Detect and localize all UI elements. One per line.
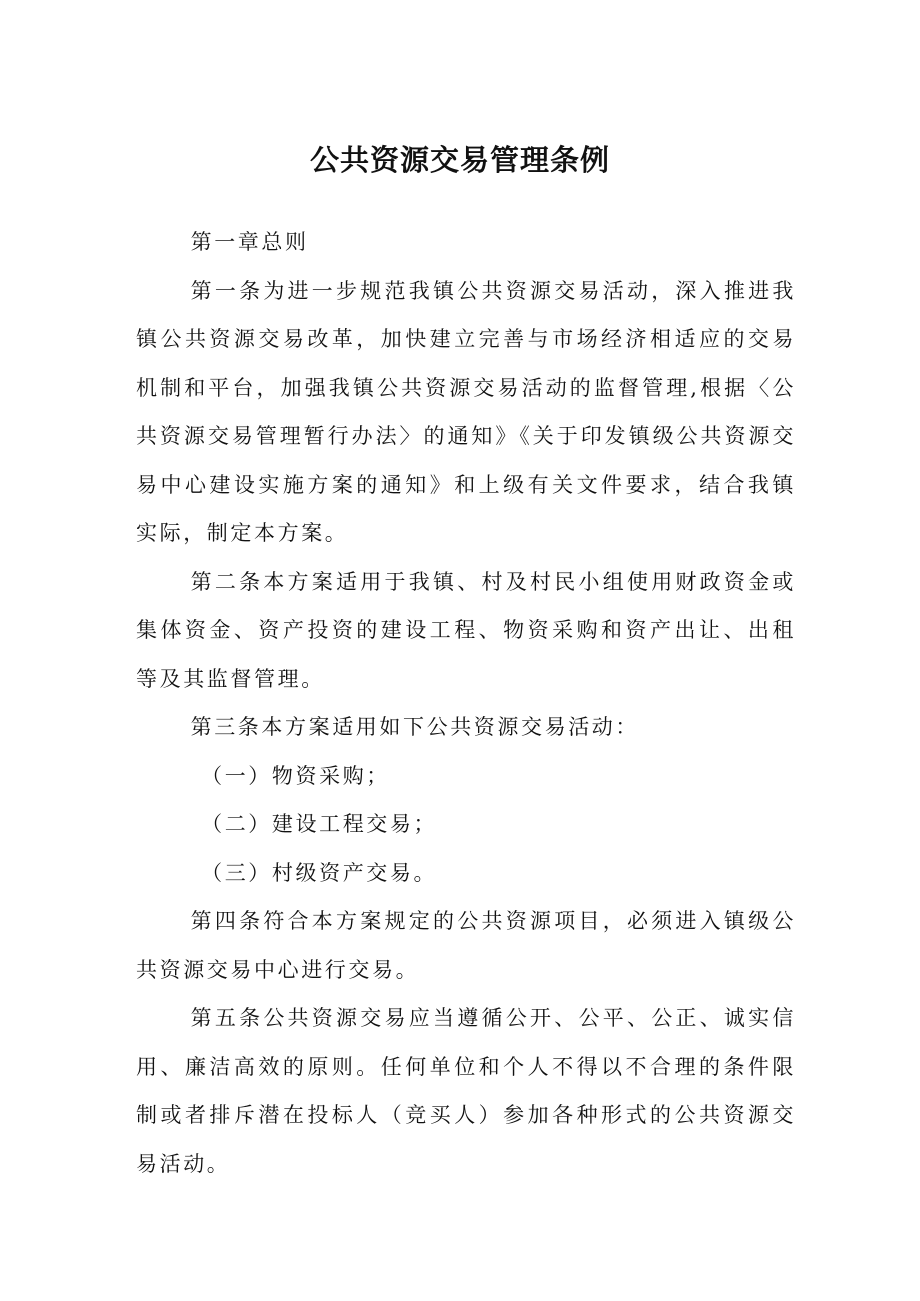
article-3: 第三条本方案适用如下公共资源交易活动：	[190, 715, 639, 739]
document-title: 公共资源交易管理条例	[309, 143, 610, 177]
article-1: 第一条为进一步规范我镇公共资源交易活动，深入推进我镇公共资源交易改革，加快建立完善与市场经济相适应的交易机制和平台，加强我镇公共资源交易活动的监督管理,根据〈公共资源交易管理暂行办法〉的通知》《关于印发镇级公共资源交易中心建设实施方案的通知》和上级有关文件要求，结合我镇实际，制定本方案。	[136, 278, 796, 545]
list-item-village-assets: （三）村级资产交易。	[201, 860, 438, 885]
chapter-heading: 第一章总则	[190, 230, 309, 254]
document-body	[136, 218, 796, 1188]
list-item-construction: （二）建设工程交易；	[201, 812, 438, 836]
article-4: 第四条符合本方案规定的公共资源项目，必须进入镇级公共资源交易中心进行交易。	[136, 909, 796, 982]
article-5: 第五条公共资源交易应当遵循公开、公平、公正、诚实信用、廉洁高效的原则。任何单位和个人不得以不合理的条件限制或者排斥潜在投标人（竞买人）参加各种形式的公共资源交易活动。	[136, 1006, 796, 1176]
list-item-procurement: （一）物资采购；	[201, 763, 390, 788]
article-2: 第二条本方案适用于我镇、村及村民小组使用财政资金或集体资金、资产投资的建设工程、物资采购和资产出让、出租等及其监督管理。	[136, 569, 796, 691]
